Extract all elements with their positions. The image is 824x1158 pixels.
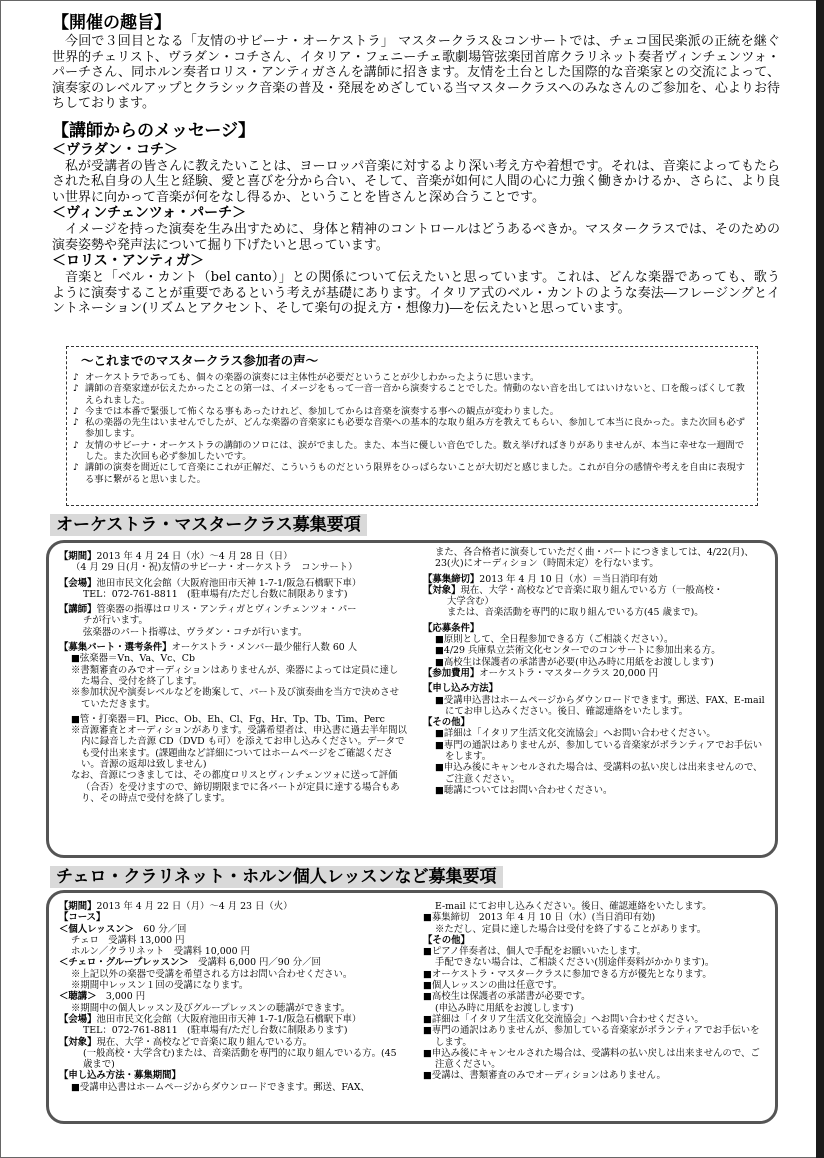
info-label: 【募集パート・選考条件】 [59, 642, 172, 654]
info-line [423, 585, 767, 596]
info-text: ■受講は、書類審査のみでオーディションはありません。 [423, 1070, 666, 1082]
lecturer-message: 音楽と「ベル・カント（bel canto）」との関係について伝えたいと思っています。これは、どんな楽器であっても、歌うように演奏することが重要であるという考えが基礎にあります。イタリア式のベル・カントのような奏法―フレージングとイントネーション(リズムとアクセント、そして楽句の捉え方・想像力)―を伝えたいと思っています。 [52, 270, 780, 316]
info-text: ■弦楽器＝Vn、Va、Vc、Cb [71, 653, 195, 665]
info-line [59, 969, 407, 980]
info-label: 【その他】 [423, 934, 470, 946]
info-label: 【参加費用】 [423, 667, 480, 679]
info-line [59, 901, 407, 912]
info-line [423, 717, 767, 728]
info-line [423, 634, 767, 645]
info-text: ■管・打楽器＝Fl、Picc、Ob、Eh、Cl、Fg、Hr、Tp、Tb、Tim、Perc [71, 713, 385, 725]
info-line [423, 1048, 767, 1071]
info-line [423, 728, 767, 739]
info-text: ■受講申込書はホームページからダウンロードできます。郵送、FAX、 [71, 1081, 370, 1093]
info-line [59, 912, 407, 923]
info-label: 【応募条件】 [423, 622, 480, 634]
info-line [59, 924, 407, 935]
info-text: ■申込み後にキャンセルされた場合は、受講料の払い戻しは出来ませんので、ご注意ください。 [423, 1047, 760, 1071]
info-text: 現在、大学・高校などで音楽に取り組んでいる方（一般高校・ [460, 584, 724, 596]
info-line [59, 653, 407, 664]
info-line [59, 551, 407, 562]
info-line [59, 1003, 407, 1014]
info-line [59, 935, 407, 946]
info-line [59, 578, 407, 589]
info-text: ■申込み後にキャンセルされた場合は、受講料の払い戻しは出来ませんので、ご注意ください。 [435, 762, 763, 785]
info-text: 手配できない場合は、ご相談ください(別途伴奏料がかかります)。 [435, 957, 715, 969]
info-line [423, 1070, 767, 1081]
info-line [423, 695, 767, 718]
info-line [423, 785, 767, 796]
info-text: チェロ 受講料 13,000 円 [71, 934, 185, 946]
info-line [59, 770, 407, 804]
main-content [52, 12, 780, 317]
voice-item [73, 417, 751, 440]
voice-text: オーケストラであっても、個々の楽器の演奏には主体性が必要だということが少しわかったように思います。 [85, 372, 540, 383]
info-text: (一般高校・大学含む)または、音楽活動を専門的に取り組んでいる方。(45 歳まで) [83, 1047, 397, 1071]
info-label: 【その他】 [423, 717, 470, 729]
lecturer-message: 私が受講者の皆さんに教えたいことは、ヨーロッパ音楽に対するより深い考え方や着想です。それは、音楽によってもたらされた私自身の人生と経験、愛と喜びを分から合い、そして、音楽が如何に人間の心に力強く働きかけるか、さらに、より良い世界に向かって音楽が何をなし得るか、ということを皆さんと深め合うことです。 [52, 158, 780, 205]
info-line [59, 1070, 407, 1081]
info-label: 【対象】 [59, 1036, 97, 1048]
info-text: E-mail にてお申し込みください。後日、確認連絡をいたします。 [435, 901, 712, 912]
info-line [423, 912, 767, 923]
info-text: チが行います。 [83, 615, 148, 627]
lecturer-message: イメージを持った演奏を生み出すために、身体と精神のコントロールはどうあるべきか。マスタークラスでは、そのための演奏姿勢や発声法について掘り下げたいと思っています。 [52, 222, 780, 253]
info-line [59, 714, 407, 725]
info-line [59, 604, 407, 615]
info-text: 現在、大学・高校などで音楽に取り組んでいる方。 [96, 1036, 313, 1048]
info-text: ■詳細は「イタリア生活文化交流協会」へお問い合わせください。 [423, 1013, 704, 1025]
orchestra-left-column [59, 551, 407, 804]
info-text: 2013 年 4 月 22 日（月）～4 月 23 日（火） [96, 901, 293, 912]
info-text: ■受講申込書はホームページからダウンロードできます。郵送、FAX、E-mail にてお申し込みください。後日、確認連絡をいたします。 [435, 694, 765, 717]
info-label: 【講師】 [59, 604, 97, 616]
info-text: （4 月 29 日(月・祝)友情のサビーナ・オーケストラ コンサート） [71, 562, 358, 574]
voice-text: 講師の演奏を間近にして音楽にこれが正解だ、こういうものだという限界をひっぱらないことが大切だと感じました。これが自分の感情や考えを自由に表現する事に繋がると思いました。 [85, 462, 746, 485]
info-text: ■原則として、全日程参加できる方（ご相談ください）。 [435, 634, 674, 646]
info-text: 3,000 円 [96, 991, 146, 1003]
info-label: ＜個人レッスン＞ [59, 923, 134, 935]
info-label: 【対象】 [423, 584, 461, 596]
info-text: ■聴講についてはお問い合わせください。 [435, 784, 613, 796]
info-line [423, 969, 767, 980]
info-text: 池田市民文化会館（大阪府池田市天神 1-7-1/阪急石橋駅下車） [96, 1013, 362, 1025]
info-label: 【募集締切】 [423, 573, 480, 585]
info-line [423, 657, 767, 668]
info-line [59, 1037, 407, 1048]
info-line [59, 1048, 407, 1071]
info-line [59, 687, 407, 710]
music-note-icon: ♪ [73, 462, 79, 474]
voice-item [73, 440, 751, 463]
info-line [59, 1014, 407, 1025]
info-line [59, 615, 407, 626]
info-line [59, 980, 407, 991]
lecturer-name: ＜ロリス・アンティガ＞ [52, 253, 205, 269]
info-label: 【申し込み方法・募集期間】 [59, 1070, 181, 1082]
info-line [423, 547, 767, 570]
info-text: または、音楽活動を専門的に取り組んでいる方(45 歳まで)。 [447, 607, 704, 619]
lecturer-name: ＜ヴィンチェンツォ・パーチ＞ [52, 205, 247, 221]
info-text: 2013 年 4 月 24 日（水）～4 月 28 日（日） [96, 551, 293, 562]
info-text: ■オーケストラ・マスタークラスに参加できる方が優先となります。 [423, 968, 712, 980]
info-line [423, 901, 767, 912]
info-text: (申込み時に用紙をお渡しします) [435, 1002, 574, 1014]
music-note-icon: ♪ [73, 383, 79, 395]
lessons-left-column [59, 901, 407, 1093]
info-line [423, 924, 767, 935]
info-text: 60 分／回 [133, 923, 187, 935]
info-text: ■募集締切 2013 年 4 月 10 日（水）(当日消印有効) [423, 912, 656, 924]
voice-item [73, 462, 751, 485]
orchestra-right-column [423, 547, 767, 796]
voice-text: 今までは本番で緊張して怖くなる事もあったけれど、参加してからは音楽を演奏する事への観点が変わりました。 [85, 405, 560, 417]
voice-item [73, 406, 751, 417]
voice-text: 友情のサビーナ・オーケストラの講師のソロには、涙がでました。また、本当に優しい音色でした。数え挙げればきりがありませんが、本当に幸せな一週間でした。また次回も必ず参加したいです。 [85, 439, 745, 463]
info-text: 2013 年 4 月 10 日（水）＝当日消印有効 [479, 573, 658, 585]
info-line [423, 1014, 767, 1025]
info-line [423, 980, 767, 991]
lecturer-name: ＜ヴラダン・コチ＞ [52, 141, 178, 158]
info-text: また、各合格者に演奏していただく曲・パートにつきましては、4/22(月)、23(火)にオーディション（時間未定）を行ないます。 [435, 547, 754, 570]
info-line [423, 596, 767, 607]
info-text: ■ピアノ伴奏者は、個人で手配をお願いいたします。 [423, 946, 646, 958]
info-label: 【申し込み方法】 [423, 683, 499, 695]
info-text: TEL：072-761-8811 (駐車場有/ただし台数に制限あります) [83, 588, 348, 600]
music-note-icon: ♪ [73, 417, 79, 429]
info-line [423, 957, 767, 968]
voice-item [73, 372, 751, 383]
info-text: ■4/29 兵庫県立芸術文化センターでのコンサートに参加出来る方。 [435, 645, 721, 657]
info-line [423, 574, 767, 585]
music-note-icon: ♪ [73, 405, 79, 417]
info-text: 弦楽器のパート指導は、ヴラダン・コチが行います。 [83, 626, 308, 638]
info-line [59, 725, 407, 770]
info-text: ※期間中の個人レッスン及びグループレッスンの聴講ができます。 [71, 1002, 351, 1014]
info-text: ※上記以外の楽器で受講を希望される方はお問い合わせください。 [71, 968, 353, 980]
info-line [59, 627, 407, 638]
info-text: ■個人レッスンの曲は任意です。 [423, 980, 563, 992]
participant-voices-box [66, 346, 758, 506]
intro-body: 今回で３回目となる「友情のサビーナ・オーケストラ」 マスタークラス＆コンサートでは、チェコ国民楽派の正統を継ぐ世界的チェリスト、ヴラダン・コチさん、イタリア・フェニーチェ歌劇場管弦楽団首席クラリネット奏者ヴィンチェンツォ・パーチさん、同ホルン奏者ロリス・アンティガさんを講師に招きます。友情を土台とした国際的な音楽家との交流によって、演奏家のレベルアップとクラシック音楽の普及・発展をめざしている当マスタークラスへのみなさんのご参加を、心よりお待ちしております。 [52, 34, 780, 111]
info-line [59, 589, 407, 600]
info-line [423, 935, 767, 946]
info-line [423, 1003, 767, 1014]
info-label: ＜チェロ・グループレッスン＞ [59, 957, 189, 969]
voice-item [73, 383, 751, 406]
info-line [59, 642, 407, 653]
info-line [59, 991, 407, 1002]
info-text: ※書類審査のみでオーディションはありませんが、楽器によっては定員に達した場合、受付を終了します。 [71, 664, 399, 687]
info-text: オーケストラ・メンバー最少催行人数 60 人 [171, 642, 358, 654]
info-text: ※ただし、定員に達した場合は受付を終了することがあります。 [435, 923, 707, 935]
info-text: ■詳細は「イタリア生活文化交流協会」へお問い合わせください。 [435, 728, 716, 740]
info-line [59, 1025, 407, 1036]
orchestra-section-heading: オーケストラ・マスタークラス募集要項 [50, 514, 367, 536]
info-text: 受講料 6,000 円／90 分／回 [188, 957, 321, 969]
info-line [423, 668, 767, 679]
lessons-info-box [46, 890, 778, 1124]
voices-title: ～これまでのマスタークラス参加者の声～ [81, 353, 319, 368]
intro-heading: 【開催の趣旨】 [52, 13, 171, 33]
info-line [423, 946, 767, 957]
info-line [423, 607, 767, 618]
info-text: オーケストラ・マスタークラス 20,000 円 [479, 667, 658, 679]
info-line [423, 762, 767, 785]
info-text: ホルン／クラリネット 受講料 10,000 円 [71, 946, 250, 958]
info-text: ■専門の通訳はありませんが、参加している音楽家がボランティアでお手伝いをします。 [423, 1025, 760, 1048]
voices-list [73, 372, 751, 485]
info-text: 池田市民文化会館（大阪府池田市天神 1-7-1/阪急石橋駅下車） [96, 577, 362, 589]
lessons-right-column [423, 901, 767, 1082]
orchestra-info-box [46, 540, 778, 858]
info-text: ■専門の通訳はありませんが、参加している音楽家がボランティアでお手伝いをします。 [435, 739, 763, 763]
info-line [423, 991, 767, 1002]
info-label: 【期間】 [59, 551, 97, 562]
info-line [423, 740, 767, 763]
lessons-section-heading: チェロ・クラリネット・ホルン個人レッスンなど募集要項 [50, 866, 503, 888]
info-label: ＜聴講＞ [59, 991, 97, 1003]
info-text: ※音源審査とオーディションがあります。受講希望者は、申込書に過去半年間以内に録音した音源 CD（DVD も可）を添えてお申し込みください。データでも受付出来ます。(課題曲など詳細についてはホームページをご確認ください。音源の返却は致しません) [71, 725, 407, 771]
voice-text: 私の楽器の先生はいませんでしたが、どんな楽器の音楽家にも必要な音楽への基本的な取り組み方を教えてもらい、参加して本当に良かった。また次回も必ず参加します。 [85, 417, 746, 440]
info-text: ■高校生は保護者の承諾書が必要(申込み時に用紙をお渡しします) [435, 656, 714, 668]
music-note-icon: ♪ [73, 439, 79, 451]
info-label: 【コース】 [59, 912, 106, 924]
info-line [423, 1025, 767, 1048]
messages-heading: 【講師からのメッセージ】 [52, 120, 255, 141]
info-text: TEL：072-761-8811 (駐車場有/ただし台数に制限あります) [83, 1025, 348, 1037]
info-text: 管楽器の指導はロリス・アンティガとヴィンチェンツォ・パー [96, 604, 357, 616]
info-line [59, 1082, 407, 1093]
info-line [423, 623, 767, 634]
info-line [59, 562, 407, 573]
music-note-icon: ♪ [73, 372, 79, 383]
info-text: ※参加状況や演奏レベルなどを勘案して、パート及び演奏曲を当方で決めさせていただきます。 [71, 687, 399, 710]
info-line [59, 665, 407, 688]
info-text: ※期間中レッスン１回の受講になります。 [71, 980, 249, 992]
info-line [59, 946, 407, 957]
info-label: 【会場】 [59, 1013, 97, 1025]
voice-text: 講師の音楽家達が伝えたかったことの第一は、イメージをもって一音一音から演奏することでした。情動のない音を出してはいけないと、口を酸っぱくして教えられました。 [85, 383, 745, 406]
info-line [59, 957, 407, 968]
info-label: 【会場】 [59, 577, 97, 589]
info-line [423, 645, 767, 656]
info-text: ■高校生は保護者の承諾書が必要です。 [423, 991, 591, 1003]
info-text: 大学含む） [447, 596, 494, 608]
info-text: なお、音源につきましては、その都度ロリスとヴィンチェンツォに送って評価（合否）を受けますので、締切期限までに各パートが定員に達する場合もあり、その時点で受付を終了します。 [71, 770, 400, 804]
info-label: 【期間】 [59, 901, 97, 912]
info-line [423, 683, 767, 694]
scrollbar-edge [816, 0, 824, 1158]
